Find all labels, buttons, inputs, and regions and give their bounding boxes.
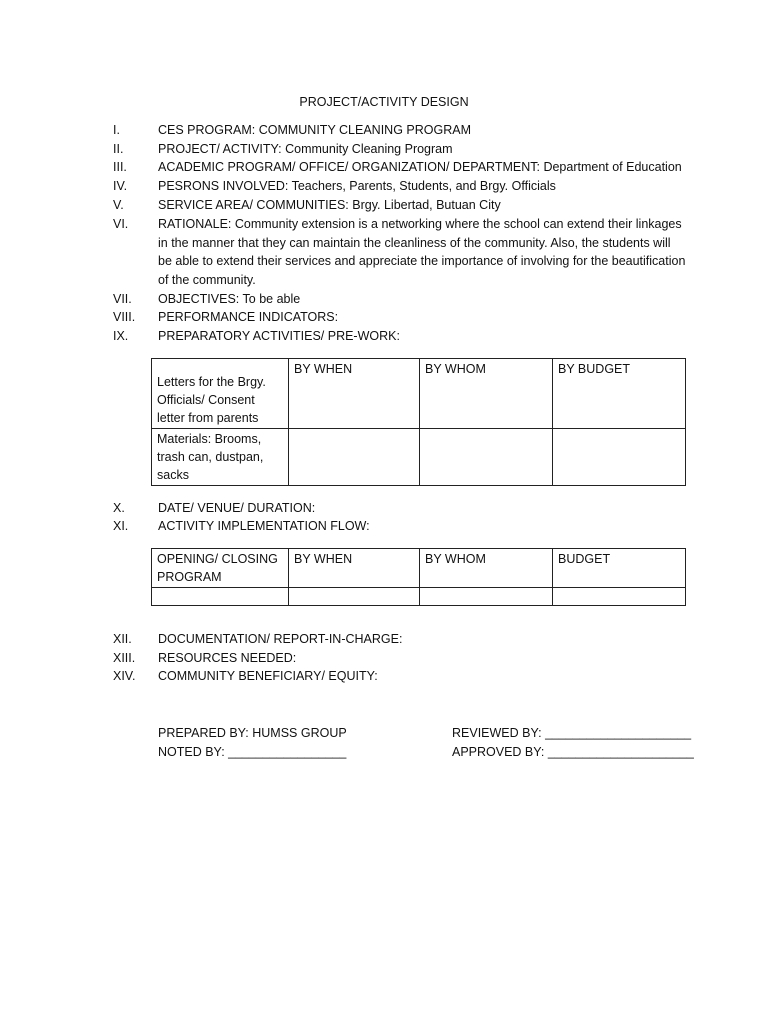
reviewed-by: REVIEWED BY: _____________________	[452, 726, 692, 740]
section-number: IV.	[113, 179, 128, 193]
section-number: VIII.	[113, 310, 136, 324]
table-cell-label: Materials: Brooms, trash can, dustpan, sacks	[152, 429, 289, 486]
prepared-by: PREPARED BY: HUMSS GROUP	[158, 726, 347, 740]
table-header: BUDGET	[553, 549, 686, 588]
implementation-flow-table	[151, 548, 686, 606]
table-header: BY WHEN	[289, 359, 420, 429]
table-cell	[289, 429, 420, 486]
table-cell	[553, 588, 686, 606]
section-number: VII.	[113, 292, 132, 306]
section-number: IX.	[113, 329, 129, 343]
table-cell	[289, 588, 420, 606]
table-cell	[152, 588, 289, 606]
table-header: BY WHEN	[289, 549, 420, 588]
table-row	[152, 588, 686, 606]
section-number: X.	[113, 501, 125, 515]
table-cell	[420, 429, 553, 486]
section-text: PREPARATORY ACTIVITIES/ PRE-WORK:	[158, 329, 400, 343]
table-header: BY WHOM	[420, 359, 553, 429]
section-text: PROJECT/ ACTIVITY: Community Cleaning Program	[158, 142, 453, 156]
section-text: OBJECTIVES: To be able	[158, 292, 301, 306]
section-text: DOCUMENTATION/ REPORT-IN-CHARGE:	[158, 632, 403, 646]
table-header: BY BUDGET	[553, 359, 686, 429]
table-header: OPENING/ CLOSING PROGRAM	[152, 549, 289, 588]
noted-by: NOTED BY: _________________	[158, 745, 347, 759]
section-text: SERVICE AREA/ COMMUNITIES: Brgy. Libertad, Butuan City	[158, 198, 501, 212]
section-number: VI.	[113, 217, 129, 231]
table-row	[152, 429, 686, 486]
section-text: RESOURCES NEEDED:	[158, 651, 297, 665]
table-cell	[553, 429, 686, 486]
table-cell	[420, 588, 553, 606]
section-number: V.	[113, 198, 124, 212]
section-text: PERFORMANCE INDICATORS:	[158, 310, 339, 324]
section-text: COMMUNITY BENEFICIARY/ EQUITY:	[158, 669, 378, 683]
section-text: CES PROGRAM: COMMUNITY CLEANING PROGRAM	[158, 123, 471, 137]
section-number: II.	[113, 142, 124, 156]
section-number: XIII.	[113, 651, 136, 665]
page-title: PROJECT/ACTIVITY DESIGN	[299, 95, 469, 109]
table-header: BY WHOM	[420, 549, 553, 588]
section-number: III.	[113, 160, 127, 174]
approved-by: APPROVED BY: _____________________	[452, 745, 694, 759]
section-text: RATIONALE: Community extension is a networking where the school can extend their linkages in the manner that they can maintain the cleanliness of the community. Also, the students will be able to extend their services and appreciate the importance of involving for the beautification of the community.	[158, 217, 686, 288]
section-text: ACTIVITY IMPLEMENTATION FLOW:	[158, 519, 370, 533]
table-row	[152, 549, 686, 588]
section-text: PESRONS INVOLVED: Teachers, Parents, Students, and Brgy. Officials	[158, 179, 556, 193]
section-number: XII.	[113, 632, 132, 646]
section-text: DATE/ VENUE/ DURATION:	[158, 501, 316, 515]
section-number: XI.	[113, 519, 129, 533]
table-cell-label: Letters for the Brgy. Officials/ Consent letter from parents	[152, 359, 289, 429]
section-number: XIV.	[113, 669, 136, 683]
section-number: I.	[113, 123, 120, 137]
section-text: ACADEMIC PROGRAM/ OFFICE/ ORGANIZATION/ DEPARTMENT: Department of Education	[158, 160, 682, 174]
preparatory-activities-table	[151, 358, 686, 486]
table-row	[152, 359, 686, 429]
